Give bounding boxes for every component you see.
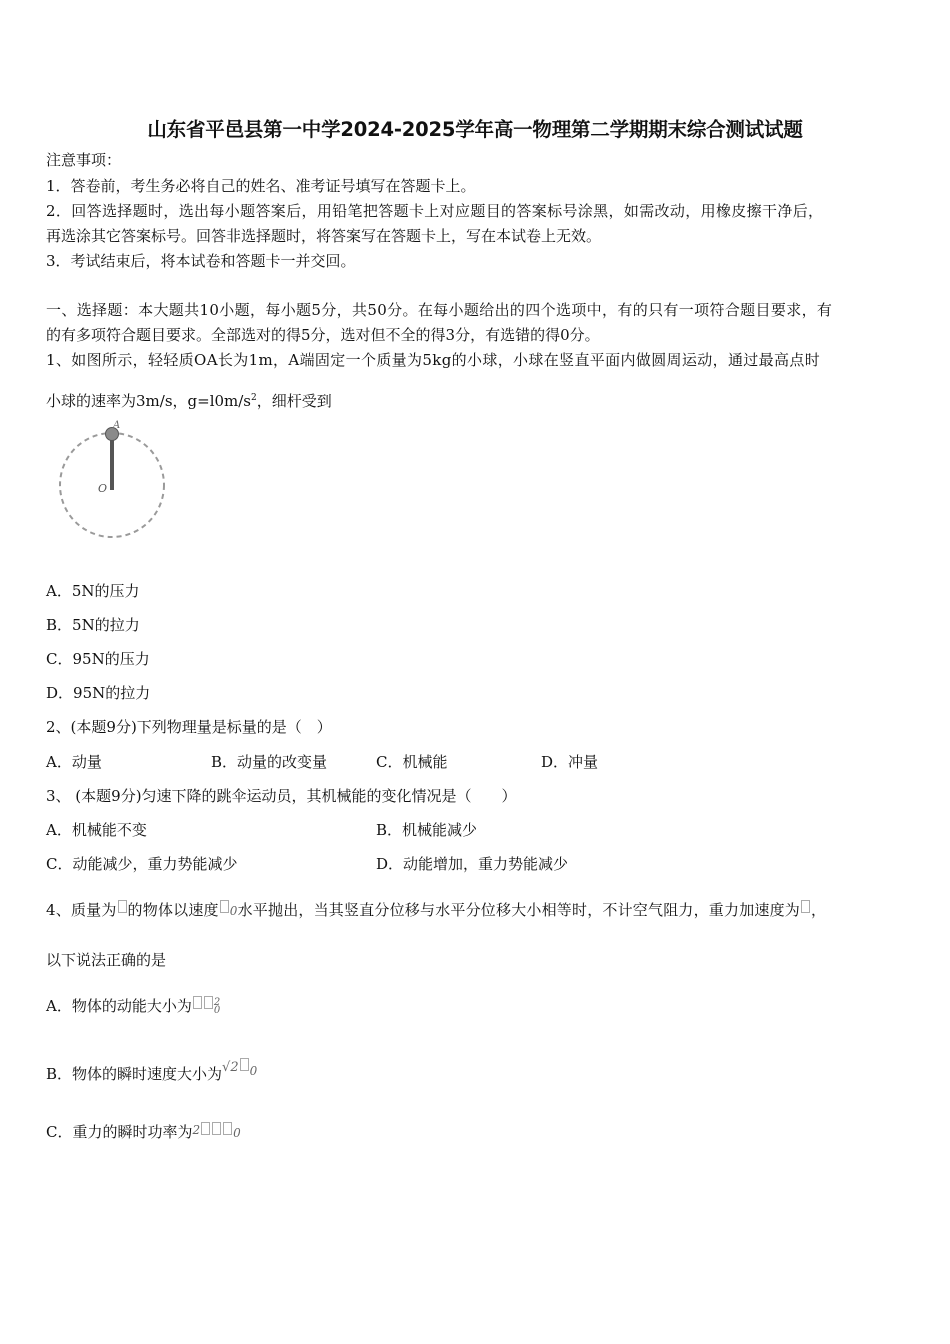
math-placeholder [201,1122,210,1135]
q4-stem: 4、质量为 的物体以速度 0水平抛出，当其竖直分位移与水平分位移大小相等时，不计空气阻力，重力加速度为 ， [46,901,827,919]
math-placeholder [212,1122,221,1135]
q3-option-d: D．动能增加，重力势能减少 [376,855,569,873]
section-heading: 一、选择题：本大题共10小题，每小题5分，共50分。在每小题给出的四个选项中，有的只有一项符合题目要求，有 [46,301,833,319]
q2-option-a: A．动量 [46,753,102,771]
q3-option-a: A．机械能不变 [46,821,147,839]
notice-item: 2．回答选择题时，选出每小题答案后，用铅笔把答题卡上对应题目的答案标号涂黑，如需改动，用橡皮擦干净后， [46,202,824,220]
q2-option-b: B．动量的改变量 [211,753,328,771]
q4-option-c: C．重力的瞬时功率为$^2$ 0 [46,1123,241,1141]
q3-stem: 3、 (本题9分)匀速下降的跳伞运动员，其机械能的变化情况是（ ） [46,787,517,805]
notice-item: 1．答卷前，考生务必将自己的姓名、准考证号填写在答题卡上。 [46,177,476,195]
q1-stem-cont: 小球的速率为3m/s，$g=l0m/s^2$，细杆受到 [46,392,332,410]
math-placeholder [223,1122,232,1135]
q1-option-d: D．95N的拉力 [46,684,151,702]
q4-option-a: A．物体的动能大小为 2 0 [46,997,221,1016]
math-placeholder [220,900,229,913]
math-placeholder [801,900,810,913]
label-a: A [113,420,121,431]
page-title: 山东省平邑县第一中学2024-2025学年高一物理第二学期期末综合测试试题 [147,118,803,141]
q1-stem: 1、如图所示，轻轻质OA长为1m，A端固定一个质量为5kg的小球，小球在竖直平面内做圆周运动，通过最高点时 [46,351,821,369]
q1-option-b: B．5N的拉力 [46,616,140,634]
q2-stem: 2、(本题9分)下列物理量是标量的是（ ） [46,718,332,736]
section-heading-cont: 的有多项符合题目要求。全部选对的得5分，选对但不全的得3分，有选错的得0分。 [46,326,600,344]
circular-motion-figure [55,418,170,543]
q4-option-b: B．物体的瞬时速度大小为√2 $^0$ [46,1060,258,1083]
q4-stem-cont: 以下说法正确的是 [46,951,167,969]
math-placeholder [204,996,213,1009]
q2-option-c: C．机械能 [376,753,448,771]
math-placeholder [193,996,202,1009]
notice-item: 再选涂其它答案标号。回答非选择题时，将答案写在答题卡上，写在本试卷上无效。 [46,227,602,245]
q3-option-c: C．动能减少，重力势能减少 [46,855,238,873]
notice-heading: 注意事项： [46,151,122,169]
q3-option-b: B．机械能减少 [376,821,478,839]
rod-oa [110,434,114,490]
q1-option-a: A．5N的压力 [46,582,140,600]
q1-option-c: C．95N的压力 [46,650,150,668]
math-placeholder [240,1058,249,1071]
label-o: O [98,482,108,495]
notice-item: 3．考试结束后，将本试卷和答题卡一并交回。 [46,252,356,270]
math-placeholder [118,900,127,913]
q2-option-d: D．冲量 [541,753,599,771]
